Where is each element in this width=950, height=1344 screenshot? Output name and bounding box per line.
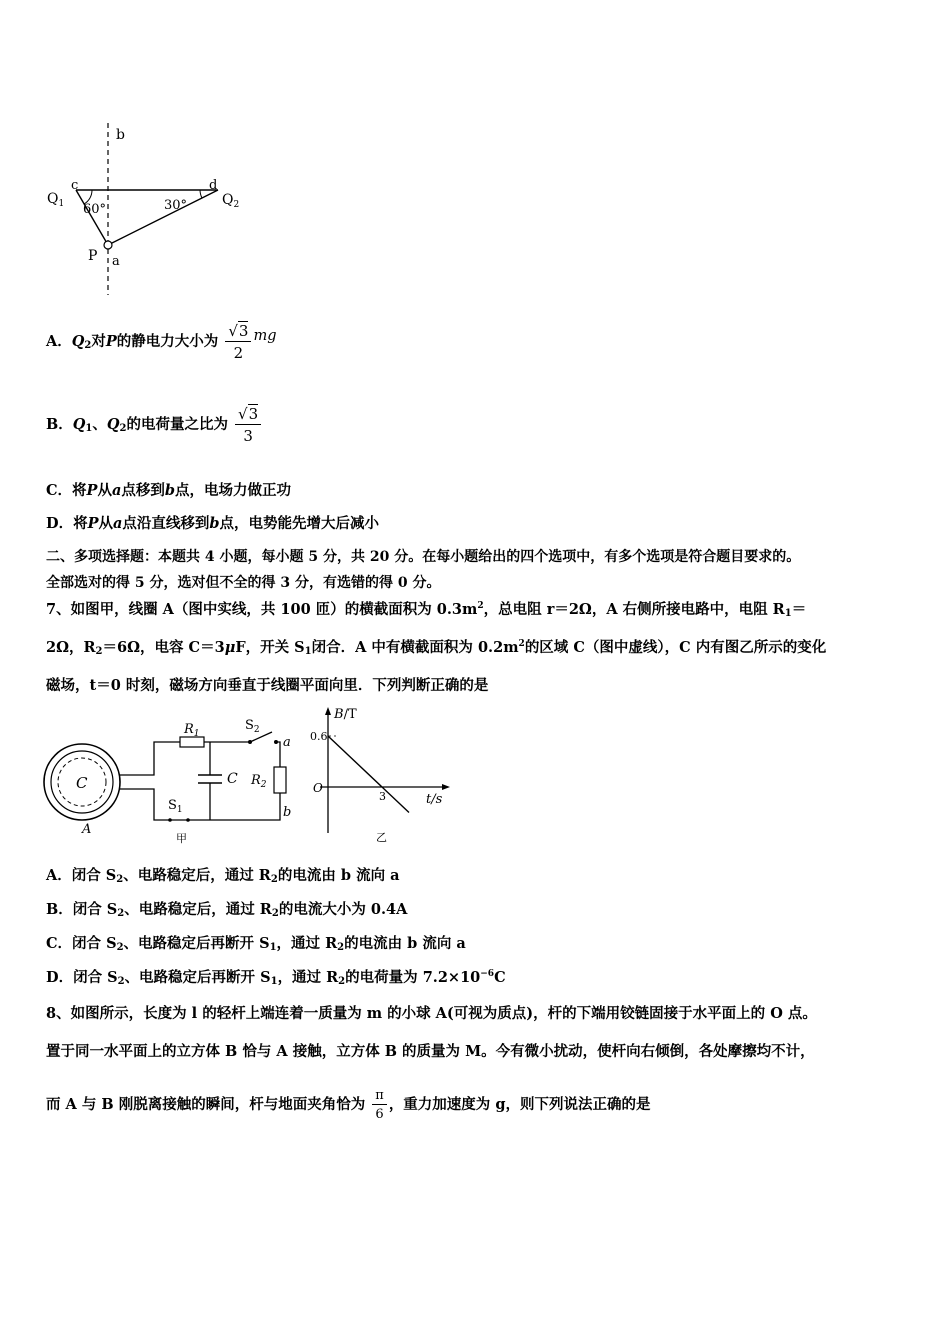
fraction-sqrt3-over-3: $\frac{√3}{3}$ [235, 405, 261, 445]
x-tick-label: 3 [379, 790, 386, 803]
label-capacitor: C [227, 771, 238, 787]
q7-option-a: A．闭合 S2、电路稳定后，通过 R2的电流由 b 流向 a [46, 867, 400, 885]
q7-option-d: D．闭合 S2、电路稳定后再断开 S1，通过 R2的电荷量为 $7.2\times 10^{-6}C$ [46, 969, 506, 987]
point-p-charge [104, 241, 112, 249]
segment-dp [108, 190, 218, 245]
charge-triangle-figure [40, 115, 260, 300]
label-r1: $R_1$ [184, 722, 200, 739]
label-region-c: C [76, 774, 88, 792]
q7-option-b: B．闭合 S2、电路稳定后，通过 R2的电流大小为 0.4A [46, 901, 408, 919]
section2-heading-line2: 全部选对的得 5 分，选对但不全的得 3 分，有选错的得 0 分。 [46, 575, 441, 591]
resistor-r1 [180, 737, 204, 747]
label-angle-30: 30° [164, 198, 188, 213]
segment-cp [76, 190, 108, 245]
label-terminal-a: a [283, 735, 291, 750]
y-axis-arrow [325, 707, 331, 715]
wire-top-left [120, 742, 180, 775]
label-r2: $R_2$ [251, 773, 267, 790]
label-d: d [209, 178, 218, 193]
label-angle-60: 60° [83, 202, 107, 217]
q6-option-c: C．将P从a点移到b点，电场力做正功 [46, 482, 291, 499]
label-a: a [112, 254, 120, 269]
wire-right-top [276, 742, 280, 767]
s1-contact [186, 818, 190, 822]
label-b: b [116, 127, 125, 143]
angle-arc-30 [200, 190, 202, 198]
origin-label: O [313, 781, 323, 795]
label-q1: $Q_1$ [47, 191, 65, 209]
fraction-pi-over-6: $\frac{\pi}{6}$ [372, 1088, 387, 1122]
label-s2: $S_2$ [245, 718, 260, 735]
x-axis-label: t/s [426, 792, 443, 807]
q7-stem-line3: 磁场，t＝0 时刻，磁场方向垂直于线圈平面向里．下列判断正确的是 [46, 677, 489, 694]
section2-heading-line1: 二、多项选择题：本题共 4 小题，每小题 5 分，共 20 分。在每小题给出的四个选项中，有多个选项是符合题目要求的。 [46, 549, 801, 565]
y-tick-label: 0.6 [310, 730, 328, 743]
caption-jia: 甲 [176, 832, 187, 845]
q6-option-a: A．Q2对P的静电力大小为 $\frac{√3}{2}$ mg [46, 322, 277, 362]
caption-yi: 乙 [376, 831, 387, 844]
y-axis-label: B/T [334, 707, 357, 722]
label-c: c [71, 178, 79, 193]
q7-stem-line2: 2Ω，R2＝6Ω，电容 C＝3μF，开关 S1闭合．A 中有横截面积为 $0.2m^2$的区域 C（图中虚线），C 内有图乙所示的变化 [46, 639, 827, 657]
x-axis-arrow [442, 784, 450, 790]
q8-stem-line3: 而 A 与 B 刚脱离接触的瞬间，杆与地面夹角恰为 $\frac{\pi}{6}$ ，重力加速度为 g，则下列说法正确的是 [46, 1088, 651, 1122]
label-s1: $S_1$ [168, 798, 183, 815]
b-t-graph-yi [310, 705, 460, 847]
q6-option-d: D．将P从a点沿直线移到b点，电势能先增大后减小 [46, 515, 380, 532]
s1-pivot [168, 818, 172, 822]
fraction-sqrt3-over-2: $\frac{√3}{2}$ [225, 322, 251, 362]
wire-bottom [120, 789, 280, 820]
q6-option-b: B．Q1、Q2的电荷量之比为 $\frac{√3}{3}$ [46, 405, 263, 445]
circuit-diagram-jia [40, 712, 310, 847]
q7-stem-line1: 7、如图甲，线圈 A（图中实线，共 100 匝）的横截面积为 $0.3m^2$，总电阻 r＝2Ω，A 右侧所接电路中，电阻 R1＝ [46, 601, 807, 619]
label-coil-a: A [82, 822, 92, 837]
q8-stem-line1: 8、如图所示，长度为 l 的轻杆上端连着一质量为 m 的小球 A(可视为质点)，杆的下端用铰链固接于水平面上的 O 点。 [46, 1005, 817, 1022]
q8-stem-line2: 置于同一水平面上的立方体 B 恰与 A 接触，立方体 B 的质量为 M。今有微小扰动，使杆向右倾倒，各处摩擦均不计， [46, 1043, 815, 1060]
q7-option-c: C．闭合 S2、电路稳定后再断开 S1，通过 R2的电流由 b 流向 a [46, 935, 466, 953]
label-terminal-b: b [283, 805, 292, 820]
b-t-series-line [328, 736, 409, 813]
resistor-r2 [274, 767, 286, 793]
label-p: P [88, 248, 98, 264]
label-q2: $Q_2$ [222, 192, 240, 210]
